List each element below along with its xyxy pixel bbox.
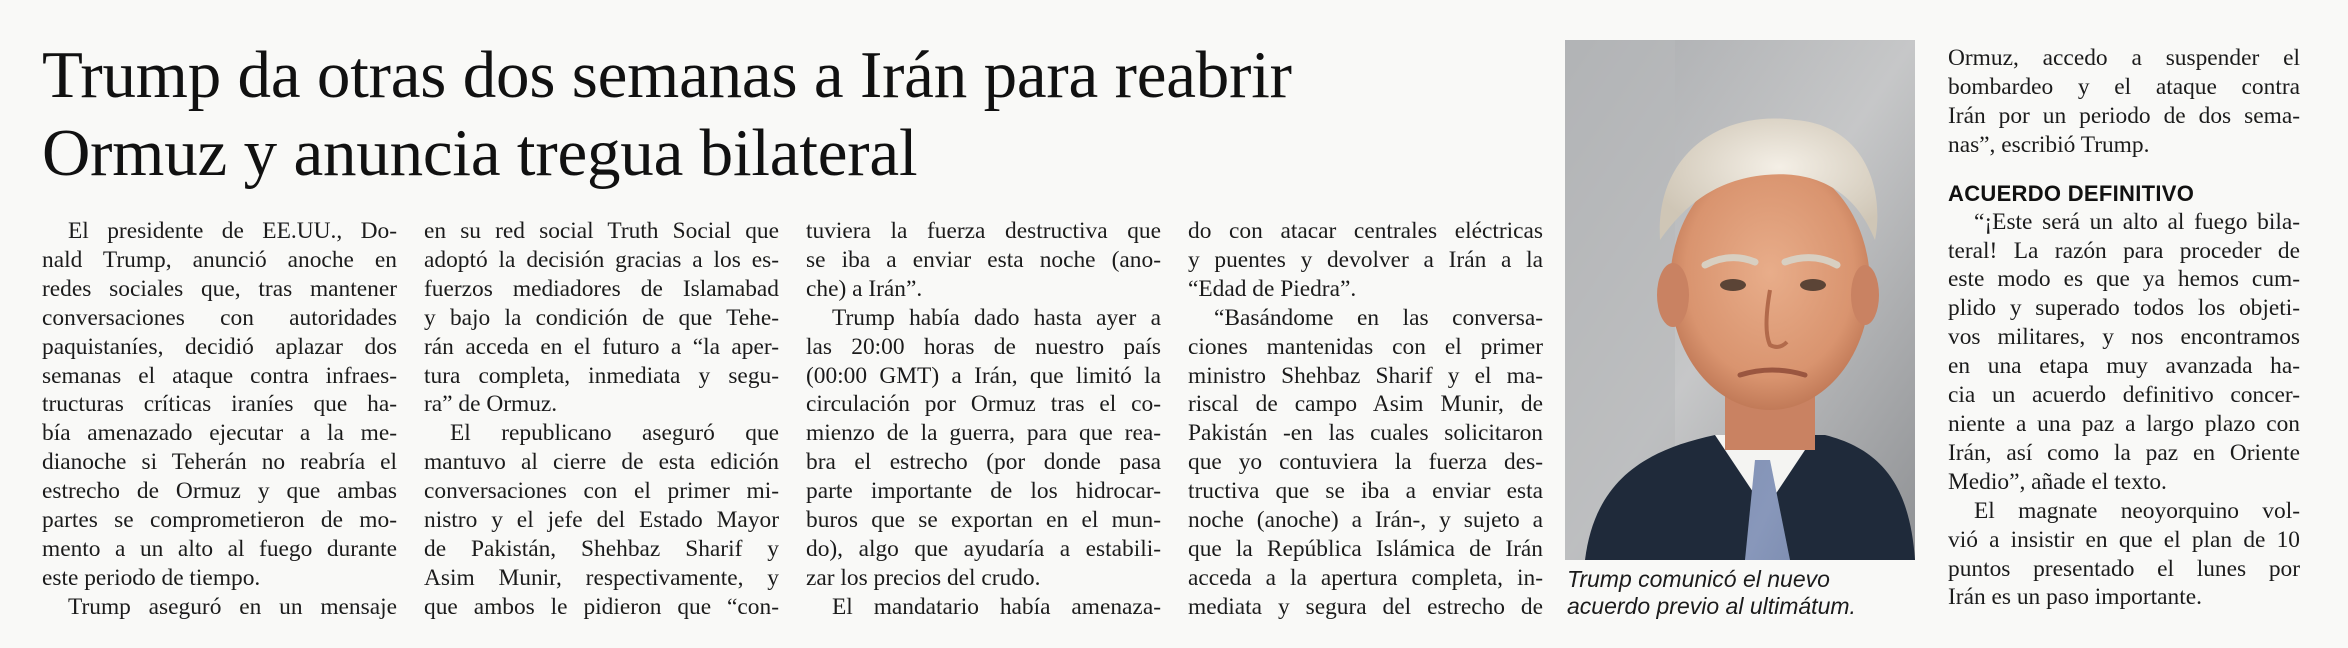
text-line: bombardeo y el ataque contra — [1948, 73, 2300, 100]
text-line: bra el estrecho (por donde pasa — [806, 449, 1161, 476]
article-column-5 — [1948, 44, 2300, 612]
text-line: Medio”, añade el texto. — [1948, 468, 2167, 495]
text-line: (00:00 GMT) a Irán, que limitó la — [806, 362, 1161, 389]
text-line: buros que se exportan en el mun- — [806, 507, 1161, 534]
text-line: noche (anoche) a Irán-, y sujeto a — [1188, 507, 1543, 534]
text-line: y puentes y devolver a Irán a la — [1188, 246, 1543, 273]
text-line: nistro y el jefe del Estado Mayor — [424, 507, 779, 534]
text-line: Ormuz, accedo a suspender el — [1948, 45, 2300, 71]
text-line: paquistaníes, decidió aplazar dos — [42, 333, 397, 360]
text-line: mento a un alto al fuego durante — [42, 535, 397, 562]
text-line: tructiva que se iba a enviar esta — [1188, 478, 1543, 505]
headline-line-1: Trump da otras dos semanas a Irán para reabrir — [42, 38, 1292, 112]
text-line: circulación por Ormuz tras el co- — [806, 391, 1161, 418]
text-line: riscal de campo Asim Munir, de — [1188, 391, 1543, 418]
text-line: dianoche si Teherán no reabría el — [42, 449, 397, 476]
article-column-4 — [1188, 217, 1543, 622]
text-line: mienzo de la guerra, para que rea- — [806, 420, 1161, 447]
text-line: plido y superado todos los objeti- — [1948, 295, 2300, 322]
text-line: “Basándome en las conversa- — [1214, 304, 1543, 331]
text-line: este modo es que ya hemos cum- — [1948, 266, 2300, 293]
text-line: fuerzos mediadores de Islamabad — [424, 275, 779, 302]
text-line: teral! La razón para proceder de — [1948, 237, 2300, 264]
text-line: en su red social Truth Social que — [424, 218, 779, 244]
text-line: “Edad de Piedra”. — [1188, 275, 1357, 302]
text-line: ministro Shehbaz Sharif y el ma- — [1188, 362, 1543, 389]
text-line: nas”, escribió Trump. — [1948, 131, 2150, 158]
text-line: conversaciones con el primer mi- — [424, 478, 779, 505]
section-subheading: ACUERDO DEFINITIVO — [1948, 180, 2195, 206]
text-line: El mandatario había amenaza- — [832, 593, 1161, 620]
text-line: Trump aseguró en un mensaje — [68, 593, 397, 620]
article-column-2 — [424, 217, 779, 622]
text-line: Irán por un periodo de dos sema- — [1948, 102, 2300, 129]
text-line: estrecho de Ormuz y que ambas — [42, 478, 397, 505]
text-line: Irán es un paso importante. — [1948, 584, 2202, 611]
text-line: se iba a enviar esta noche (ano- — [806, 246, 1161, 273]
text-line: mantuvo al cierre de esta edición — [424, 449, 779, 476]
text-line: Trump había dado hasta ayer a — [832, 304, 1161, 331]
text-line: que yo contuviera la fuerza des- — [1188, 449, 1543, 476]
text-line: vió a insistir en que el plan de 10 — [1948, 526, 2300, 553]
text-line: en una etapa muy avanzada ha- — [1948, 353, 2300, 380]
text-line: puntos presentado el lunes por — [1948, 555, 2300, 582]
text-line: ra” de Ormuz. — [424, 391, 558, 418]
caption-line-2: acuerdo previo al ultimátum. — [1567, 593, 1856, 619]
text-line: mediata y segura del estrecho de — [1188, 593, 1543, 620]
text-line: nald Trump, anunció anoche en — [42, 246, 397, 273]
text-line: que ambos le pidieron que “con- — [424, 593, 779, 620]
text-line: tructuras críticas iraníes que ha- — [42, 391, 397, 418]
text-line: de Pakistán, Shehbaz Sharif y — [424, 535, 779, 562]
text-line: vos militares, y nos encontramos — [1948, 324, 2300, 351]
article-column-1 — [42, 217, 397, 622]
text-line: Asim Munir, respectivamente, y — [424, 564, 779, 591]
text-line: parte importante de los hidrocar- — [806, 478, 1161, 505]
text-line: do), algo que ayudaría a estabili- — [806, 535, 1161, 562]
text-line: zar los precios del crudo. — [806, 564, 1041, 591]
text-line: niente a una paz a largo plazo con — [1948, 410, 2300, 437]
text-line: El presidente de EE.UU., Do- — [68, 218, 397, 244]
trump-photo — [1565, 40, 1915, 560]
photo-caption — [1567, 566, 1927, 620]
portrait-photo-icon — [1565, 40, 1915, 560]
text-line: Irán, así como la paz en Oriente — [1948, 439, 2300, 466]
text-line: Pakistán -en las cuales solicitaron — [1188, 420, 1543, 447]
text-line: che) a Irán”. — [806, 275, 923, 302]
text-line: este periodo de tiempo. — [42, 564, 261, 591]
text-line: “¡Este será un alto al fuego bila- — [1974, 208, 2300, 235]
caption-line-1: Trump comunicó el nuevo — [1567, 566, 1830, 592]
text-line: que la República Islámica de Irán — [1188, 535, 1543, 562]
headline-line-2: Ormuz y anuncia tregua bilateral — [42, 116, 918, 190]
text-line: acceda a la apertura completa, in- — [1188, 564, 1543, 591]
text-line: tuviera la fuerza destructiva que — [806, 218, 1161, 244]
headline — [42, 36, 1542, 192]
text-line: adoptó la decisión gracias a los es- — [424, 246, 779, 273]
article-column-3 — [806, 217, 1161, 622]
text-line: conversaciones con autoridades — [42, 304, 397, 331]
text-line: El magnate neoyorquino vol- — [1974, 497, 2300, 524]
text-line: partes se comprometieron de mo- — [42, 507, 397, 534]
text-line: redes sociales que, tras mantener — [42, 275, 397, 302]
text-line: do con atacar centrales eléctricas — [1188, 218, 1543, 244]
text-line: las 20:00 horas de nuestro país — [806, 333, 1161, 360]
text-line: El republicano aseguró que — [450, 420, 779, 447]
text-line: y bajo la condición de que Tehe- — [424, 304, 779, 331]
text-line: tura completa, inmediata y segu- — [424, 362, 779, 389]
text-line: ciones mantenidas con el primer — [1188, 333, 1543, 360]
text-line: semanas el ataque contra infraes- — [42, 362, 397, 389]
text-line: cia un acuerdo definitivo concer- — [1948, 382, 2300, 409]
text-line: rán acceda en el futuro a “la aper- — [424, 333, 779, 360]
text-line: bía amenazado ejecutar a la me- — [42, 420, 397, 447]
